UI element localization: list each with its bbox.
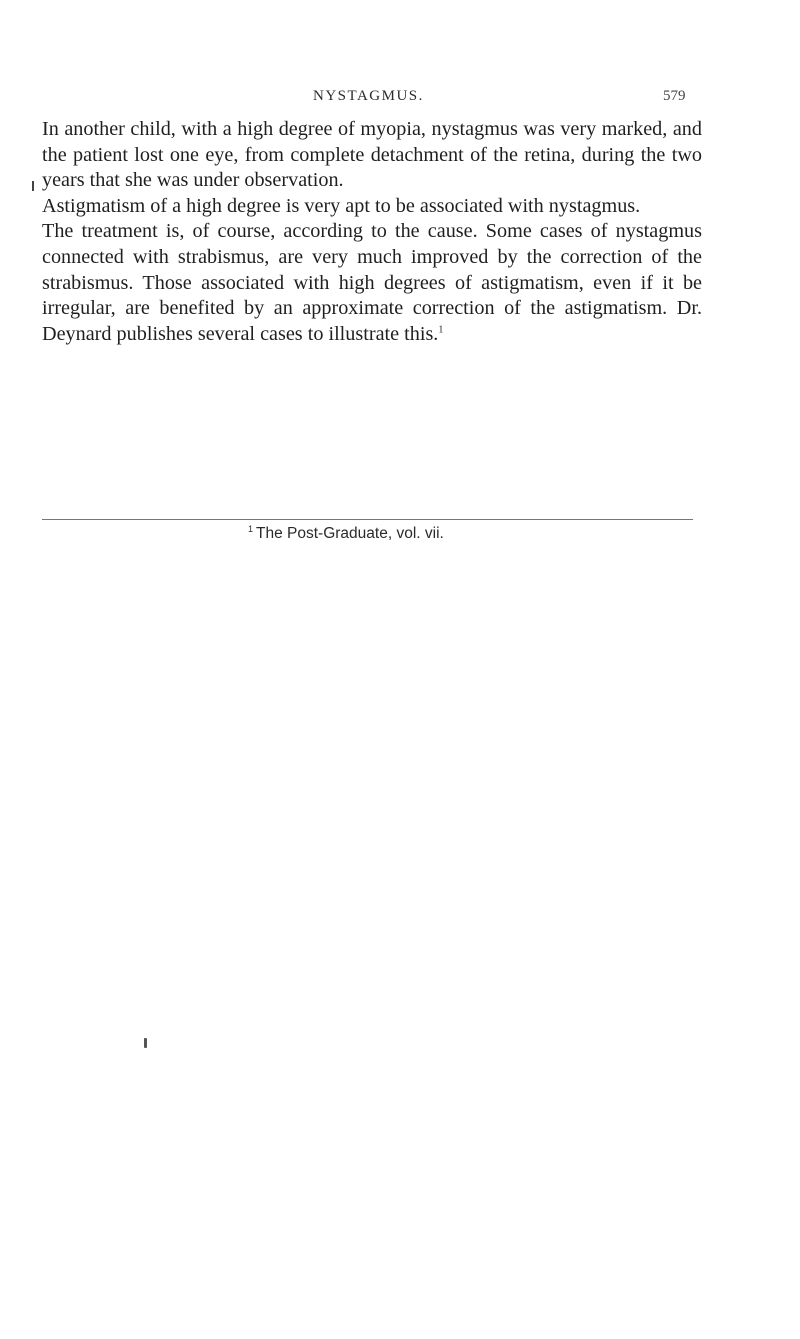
paragraph (42, 219, 702, 347)
running-title: NYSTAGMUS. (313, 88, 424, 104)
page-number: 579 (663, 88, 686, 104)
paragraph-text: The treatment is, of course, according to the cause. Some cases of nystagmus connected with strabismus, are very much improved by the correction of the strabismus. Those associated with high degrees of astigmatism, even if it be irregular, are benefited by an approximate correction of the astigmatism. Dr. Deynard publishes several cases to illustrate this. (42, 220, 702, 345)
scan-speck (144, 1038, 147, 1048)
body-text (42, 117, 702, 347)
footnote-mark: 1 (248, 523, 254, 534)
margin-mark (32, 181, 34, 191)
paragraph (42, 194, 702, 220)
footnote-rule (42, 519, 693, 520)
footnote (248, 525, 444, 543)
footnote-text: The Post-Graduate, vol. vii. (256, 525, 444, 542)
running-head (0, 88, 800, 110)
footnote-reference[interactable]: 1 (438, 324, 444, 336)
paragraph-text: In another child, with a high degree of myopia, nystagmus was very marked, and the patient lost one eye, from complete detachment of the retina, during the two years that she was under observation. (42, 118, 702, 192)
paragraph (42, 117, 702, 194)
paragraph-text: Astigmatism of a high degree is very apt to be associated with nystagmus. (42, 194, 641, 217)
